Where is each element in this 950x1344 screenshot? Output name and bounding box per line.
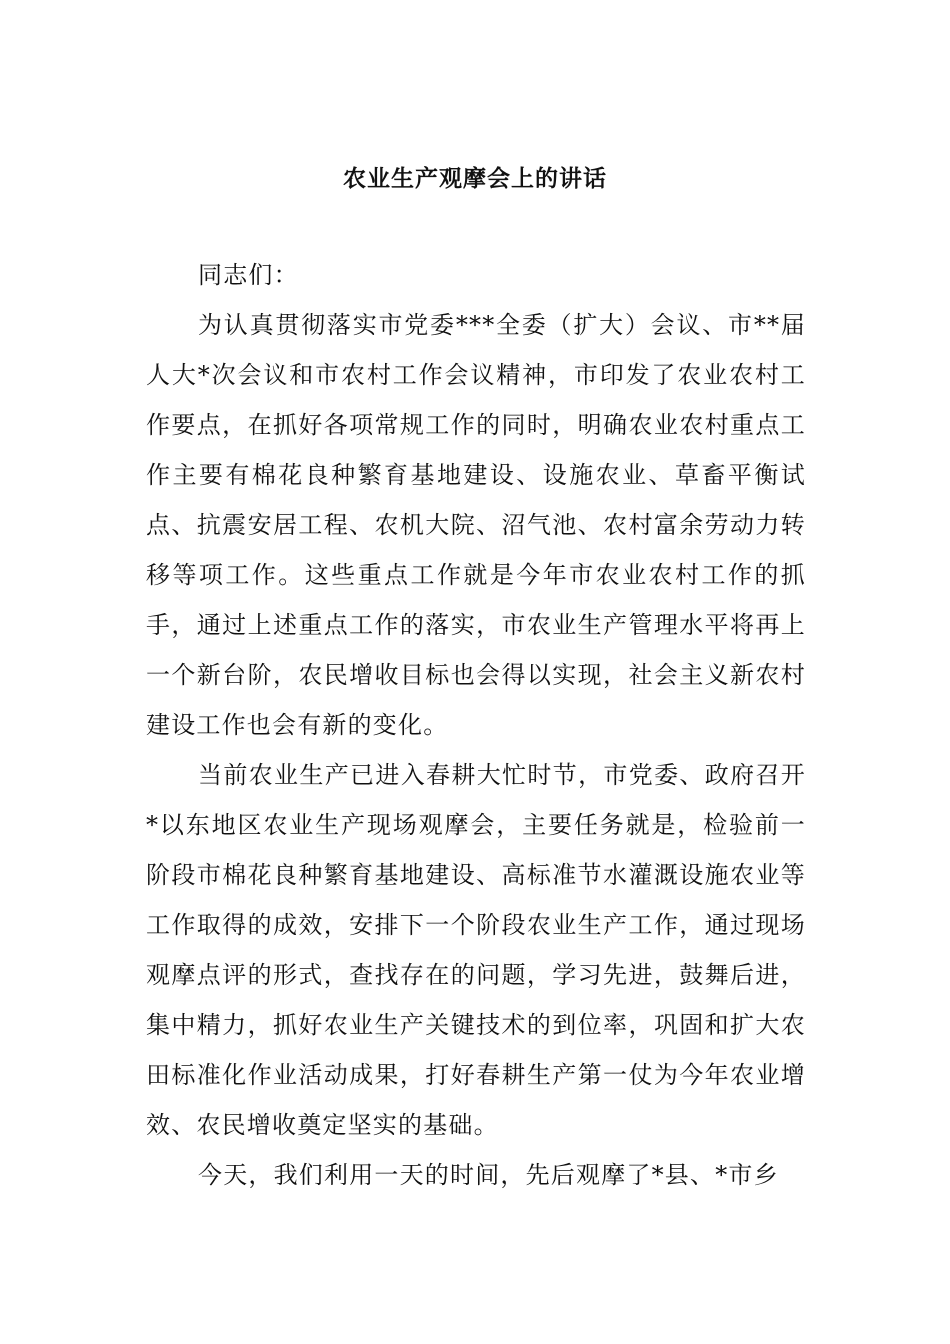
document-title: 农业生产观摩会上的讲话 xyxy=(343,165,607,192)
paragraph-3: 今天，我们利用一天的时间，先后观摩了*县、*市乡 xyxy=(198,1161,779,1189)
salutation: 同志们： xyxy=(198,261,299,289)
paragraph-2: 当前农业生产已进入春耕大忙时节，市党委、政府召开*以东地区农业生产现场观摩会，主要任务就是，检验前一阶段市棉花良种繁育基地建设、高标准节水灌溉设施农业等工作取得的成效，安排下一个阶段农业生产工作，通过现场观摩点评的形式，查找存在的问题，学习先进，鼓舞后进，集中精力，抓好农业生产关键技术的到位率，巩固和扩大农田标准化作业活动成果，打好春耕生产第一仗为今年农业增效、农民增收奠定坚实的基础。 xyxy=(146,761,806,1139)
document-body xyxy=(146,250,806,1200)
paragraph-1: 为认真贯彻落实市党委***全委（扩大）会议、市**届人大*次会议和市农村工作会议精神，市印发了农业农村工作要点，在抓好各项常规工作的同时，明确农业农村重点工作主要有棉花良种繁育基地建设、设施农业、草畜平衡试点、抗震安居工程、农机大院、沼气池、农村富余劳动力转移等项工作。这些重点工作就是今年市农业农村工作的抓手，通过上述重点工作的落实，市农业生产管理水平将再上一个新台阶，农民增收目标也会得以实现，社会主义新农村建设工作也会有新的变化。 xyxy=(146,311,806,739)
